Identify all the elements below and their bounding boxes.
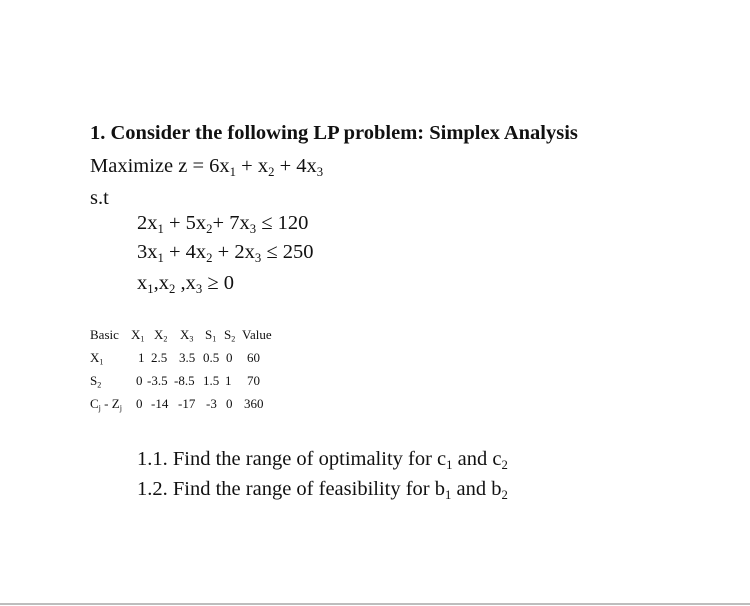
cell-s2: 0: [226, 350, 233, 365]
header-x1: $X_1$: [131, 327, 145, 344]
objective-function: Maximize $z = 6x_1 + x_2 + 4x_3$: [90, 155, 324, 180]
header-value: Value: [242, 327, 272, 342]
row-basic-var: $X_1$: [90, 350, 104, 367]
cell-x1: 0: [136, 373, 143, 388]
cell-x2: -14: [151, 396, 169, 411]
constraint-2: $3x_1 + 4x_2 + 2x_3 \le 250$: [137, 241, 314, 266]
cell-value: 360: [244, 396, 264, 411]
cell-s1: 0.5: [203, 350, 220, 365]
cell-s1: 1.5: [203, 373, 220, 388]
cell-x2: 2.5: [151, 350, 168, 365]
constraint-1: $2x_1 + 5x_2+ 7x_3 \le 120$: [137, 212, 309, 237]
cell-s2: 1: [225, 373, 232, 388]
cell-s1: -3: [206, 396, 217, 411]
header-x3: $X_3$: [180, 327, 194, 344]
header-basic: Basic: [90, 327, 119, 342]
question-1-1: 1.1. Find the range of optimality for $c_1$ and $c_2$: [137, 448, 508, 473]
row-basic-var: $S_2$: [90, 373, 102, 390]
row-cj-zj: $C_j - Z_j$: [90, 396, 122, 413]
cell-s2: 0: [226, 396, 233, 411]
header-s2: $S_2$: [224, 327, 236, 344]
cell-value: 60: [247, 350, 260, 365]
problem-title: 1. Consider the following LP problem: Simplex Analysis: [90, 122, 578, 144]
question-1-2: 1.2. Find the range of feasibility for $b_1$ and $b_2$: [137, 478, 508, 503]
nonnegativity-constraint: $x_1,x_2$ $,x_3 \ge 0$: [137, 272, 234, 297]
header-s1: $S_1$: [205, 327, 217, 344]
cell-x3: -8.5: [174, 373, 195, 388]
page-bottom-divider: [0, 603, 750, 605]
cell-value: 70: [247, 373, 260, 388]
cell-x2: -3.5: [147, 373, 168, 388]
cell-x1: 0: [136, 396, 143, 411]
cell-x3: -17: [178, 396, 196, 411]
cell-x3: 3.5: [179, 350, 196, 365]
header-x2: $X_2$: [154, 327, 168, 344]
cell-x1: 1: [138, 350, 145, 365]
subject-to-label: s.t: [90, 187, 109, 209]
